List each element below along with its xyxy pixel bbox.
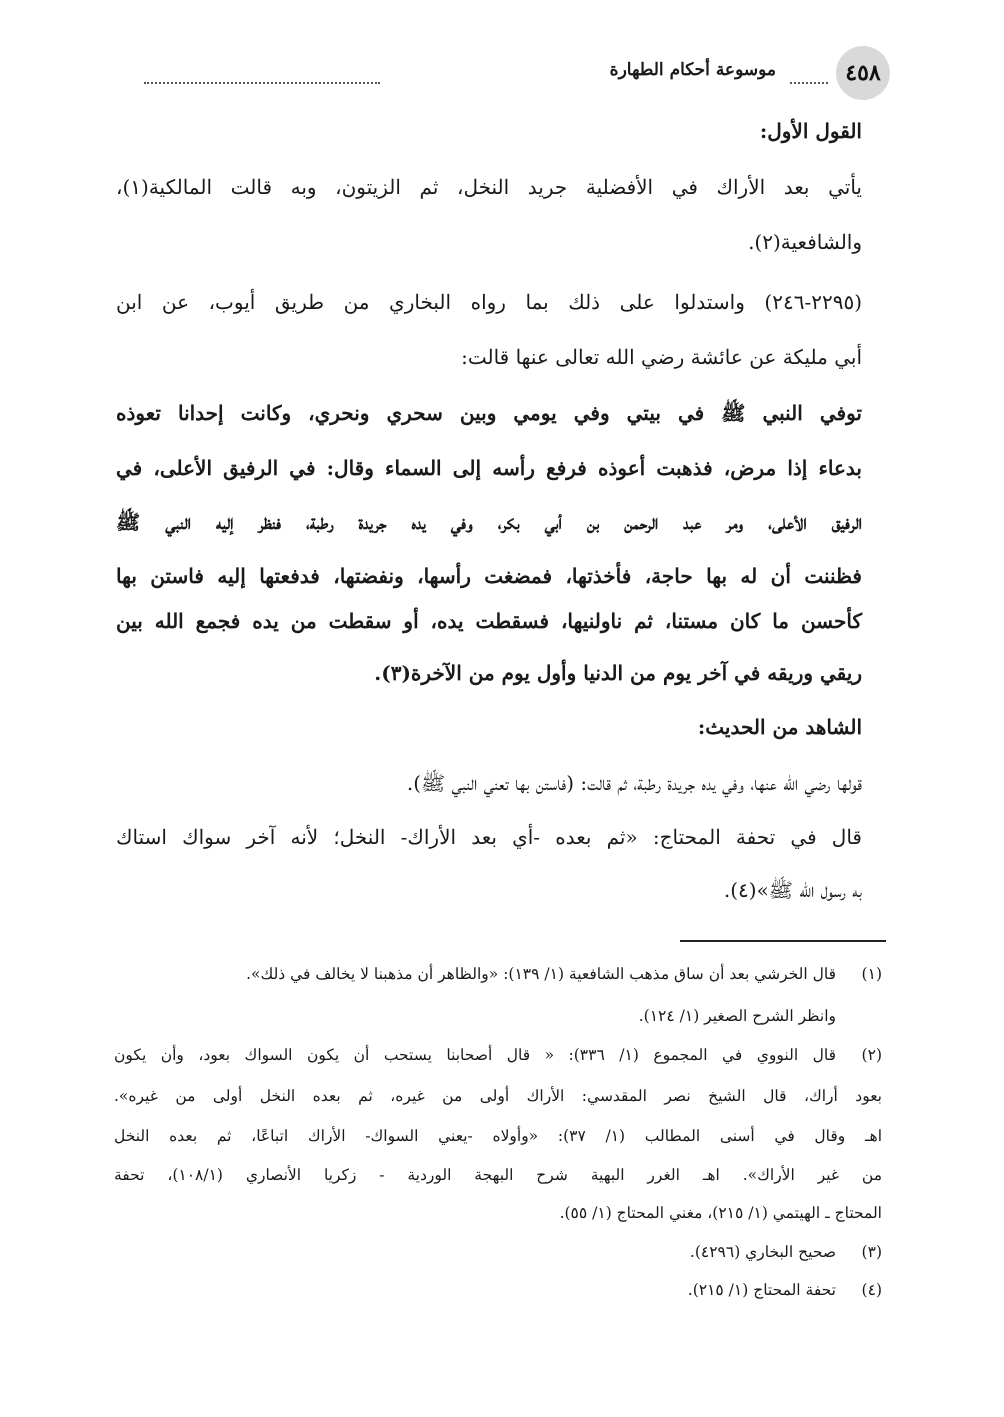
footnote-line: من غير الأراك». اهـ الغرر البهية شرح البهجة الوردية - زكريا الأنصاري (١٠٨/١)، تحفة (114, 1166, 882, 1184)
paragraph-line: يأتي بعد الأراك في الأفضلية جريد النخل، ثم الزيتون، وبه قالت المالكية(١)، (116, 175, 862, 199)
footnote-line: قال النووي في المجموع (١/ ٣٣٦): « قال أصحابنا يستحب أن يكون السواك بعود، وأن يكون (114, 1046, 836, 1064)
running-title: موسوعة أحكام الطهارة (602, 60, 784, 80)
footnote-number: (٣) (861, 1243, 882, 1261)
header-dotted-rule-right (790, 82, 828, 84)
footnote-line: صحيح البخاري (٤٢٩٦). (689, 1243, 836, 1261)
footnote-line: قال الخرشي بعد أن ساق مذهب الشافعية (١/ ١٣٩): «والظاهر أن مذهبنا لا يخالف في ذلك». (246, 965, 836, 983)
footnote-line: اهـ وقال في أسنى المطالب (١/ ٣٧): «وأولاه -يعني السواك- الأراك اتباعًا، ثم بعده النخل (114, 1127, 882, 1145)
hadith-line: كأحسن ما كان مستنا، ثم ناولنيها، فسقطت يده، أو سقطت من يده فجمع الله بين (116, 609, 862, 633)
footnote-line: المحتاج ـ الهيتمي (١/ ٢١٥)، مغني المحتاج (١/ ٥٥). (559, 1204, 882, 1222)
page-header (140, 46, 890, 106)
paragraph-line: أبي مليكة عن عائشة رضي الله تعالى عنها قالت: (461, 345, 862, 369)
footnote-line: وانظر الشرح الصغير (١/ ١٢٤). (638, 1007, 836, 1025)
footnote-number: (٢) (861, 1046, 882, 1064)
header-dotted-rule-left (144, 82, 380, 84)
hadith-line: الرفيق الأعلى، ومر عبد الرحمن بن أبي بكر، وفي يده جريدة رطبة، فنظر إليه النبي ﷺ (116, 510, 862, 534)
hadith-line: ريقي وريقه في آخر يوم من الدنيا وأول يوم من الآخرة(٣). (374, 661, 862, 685)
hadith-line: توفي النبي ﷺ في بيتي وفي يومي وبين سحري ونحري، وكانت إحدانا تعوذه (116, 401, 862, 425)
hadith-line: فظننت أن له بها حاجة، فأخذتها، فمضغت رأسها، ونفضتها، فدفعتها إليه فاستن بها (116, 564, 862, 588)
paragraph-line: به رسول الله ﷺ»(٤). (723, 878, 862, 902)
footnote-line: تحفة المحتاج (١/ ٢١٥). (687, 1281, 836, 1299)
hadith-line: بدعاء إذا مرض، فذهبت أعوذه فرفع رأسه إلى السماء وقال: في الرفيق الأعلى، في (116, 456, 862, 480)
paragraph-line: قولها رضي الله عنها، وفي يده جريدة رطبة، ثم قالت: (فاستن بها تعني النبي ﷺ). (406, 771, 862, 795)
heading-first-opinion: القول الأول: (759, 119, 862, 143)
footnote-number: (١) (861, 965, 882, 983)
footnote-number: (٤) (861, 1281, 882, 1299)
footnote-separator (680, 940, 886, 942)
paragraph-line: قال في تحفة المحتاج: «ثم بعده -أي بعد الأراك- النخل؛ لأنه آخر سواك استاك (116, 825, 862, 849)
page-number-badge: ٤٥٨ (836, 46, 890, 100)
paragraph-line: والشافعية(٢). (748, 230, 862, 254)
footnote-line: بعود أراك، قال الشيخ نصر المقدسي: الأراك أولى من غيره، ثم بعده النخل أولى من غيره». (114, 1087, 882, 1105)
heading-evidence: الشاهد من الحديث: (697, 715, 862, 739)
paragraph-line: (٢٢٩٥-٢٤٦) واستدلوا على ذلك بما رواه البخاري من طريق أيوب، عن ابن (116, 290, 862, 314)
